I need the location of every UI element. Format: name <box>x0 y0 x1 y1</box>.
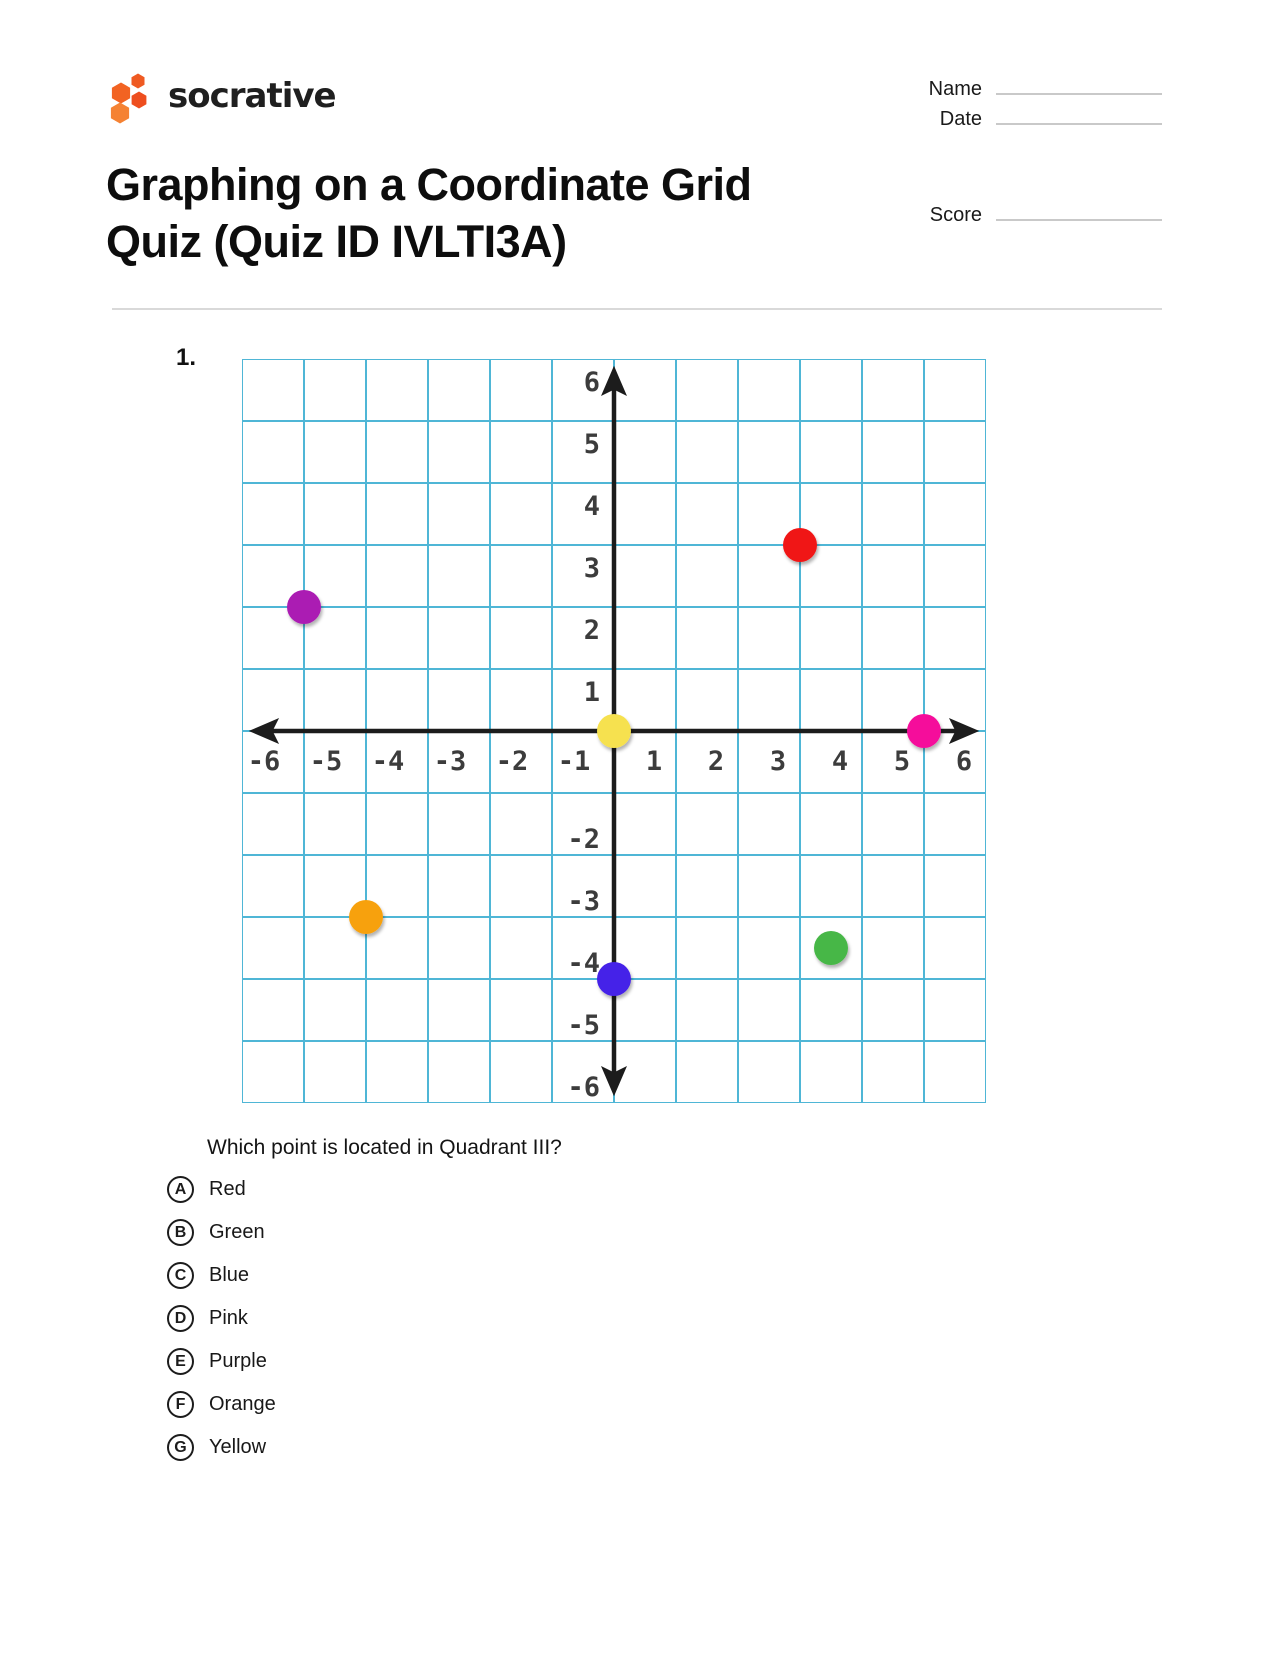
logo-hexagon <box>112 83 130 104</box>
logo-hexagon <box>132 74 145 89</box>
option-label: Purple <box>209 1350 267 1372</box>
option-orange[interactable] <box>167 1383 276 1426</box>
x-tick-label: 6 <box>955 746 973 777</box>
x-tick-label: 4 <box>831 746 849 777</box>
x-tick-label: 1 <box>645 746 663 777</box>
option-pink[interactable] <box>167 1297 276 1340</box>
date-field <box>860 108 1162 131</box>
y-tick-label: -4 <box>567 948 600 979</box>
answer-options <box>167 1168 276 1469</box>
y-tick-label: 4 <box>583 491 600 522</box>
y-tick-label: 1 <box>583 677 600 708</box>
option-label: Yellow <box>209 1436 267 1458</box>
name-field <box>860 78 1162 101</box>
brand-wordmark: socrative <box>168 76 336 116</box>
option-letter-circle[interactable]: E <box>167 1348 194 1375</box>
x-tick-label: -2 <box>495 746 529 777</box>
point-purple <box>287 590 321 624</box>
option-blue[interactable] <box>167 1254 276 1297</box>
option-letter-circle[interactable]: D <box>167 1305 194 1332</box>
x-tick-label: 2 <box>707 746 725 777</box>
score-input-line[interactable] <box>996 204 1162 221</box>
option-letter-circle[interactable]: F <box>167 1391 194 1418</box>
question-number: 1. <box>176 344 197 371</box>
y-tick-label: 5 <box>583 429 600 460</box>
page-title-line1: Graphing on a Coordinate Grid <box>106 159 752 210</box>
x-tick-label: -5 <box>309 746 343 777</box>
point-pink <box>907 714 941 748</box>
question-prompt: Which point is located in Quadrant III? <box>207 1136 562 1159</box>
option-yellow[interactable] <box>167 1426 276 1469</box>
option-label: Blue <box>209 1264 250 1286</box>
option-label: Green <box>209 1221 265 1243</box>
option-letter-circle[interactable]: B <box>167 1219 194 1246</box>
page-title-line2: Quiz (Quiz ID IVLTI3A) <box>106 216 567 267</box>
option-letter-circle[interactable]: G <box>167 1434 194 1461</box>
y-tick-label: 3 <box>583 553 600 584</box>
point-blue <box>597 962 631 996</box>
point-yellow <box>597 714 631 748</box>
option-label: Red <box>209 1178 246 1200</box>
point-orange <box>349 900 383 934</box>
x-tick-label: 3 <box>769 746 787 777</box>
option-label: Orange <box>209 1393 276 1415</box>
date-input-line[interactable] <box>996 108 1162 125</box>
y-tick-label: -3 <box>567 886 600 917</box>
coordinate-grid-figure <box>242 359 986 1103</box>
y-tick-label: 6 <box>583 367 600 398</box>
option-red[interactable] <box>167 1168 276 1211</box>
y-tick-label: -2 <box>567 824 600 855</box>
name-date-fields <box>860 78 1162 138</box>
name-input-line[interactable] <box>996 78 1162 95</box>
date-label: Date <box>939 108 982 130</box>
option-letter-circle[interactable]: C <box>167 1262 194 1289</box>
y-tick-label: -6 <box>567 1072 600 1103</box>
logo-hexagon <box>111 103 129 124</box>
page-title <box>106 156 886 270</box>
point-red <box>783 528 817 562</box>
logo-hexagon <box>132 92 147 109</box>
option-purple[interactable] <box>167 1340 276 1383</box>
option-green[interactable] <box>167 1211 276 1254</box>
x-tick-label: -4 <box>371 746 405 777</box>
name-label: Name <box>928 78 982 100</box>
divider <box>112 308 1162 310</box>
point-green <box>814 931 848 965</box>
y-tick-label: 2 <box>583 615 600 646</box>
option-label: Pink <box>209 1307 248 1329</box>
socrative-logo <box>105 63 336 125</box>
score-field <box>860 204 1162 234</box>
coordinate-grid <box>242 359 986 1103</box>
y-tick-label: -5 <box>567 1010 600 1041</box>
socrative-logo-icon <box>105 63 153 125</box>
option-letter-circle[interactable]: A <box>167 1176 194 1203</box>
x-tick-label: 5 <box>893 746 911 777</box>
score-label: Score <box>929 204 982 226</box>
x-tick-label: -1 <box>557 746 591 777</box>
x-tick-label: -3 <box>433 746 467 777</box>
x-tick-label: -6 <box>247 746 281 777</box>
